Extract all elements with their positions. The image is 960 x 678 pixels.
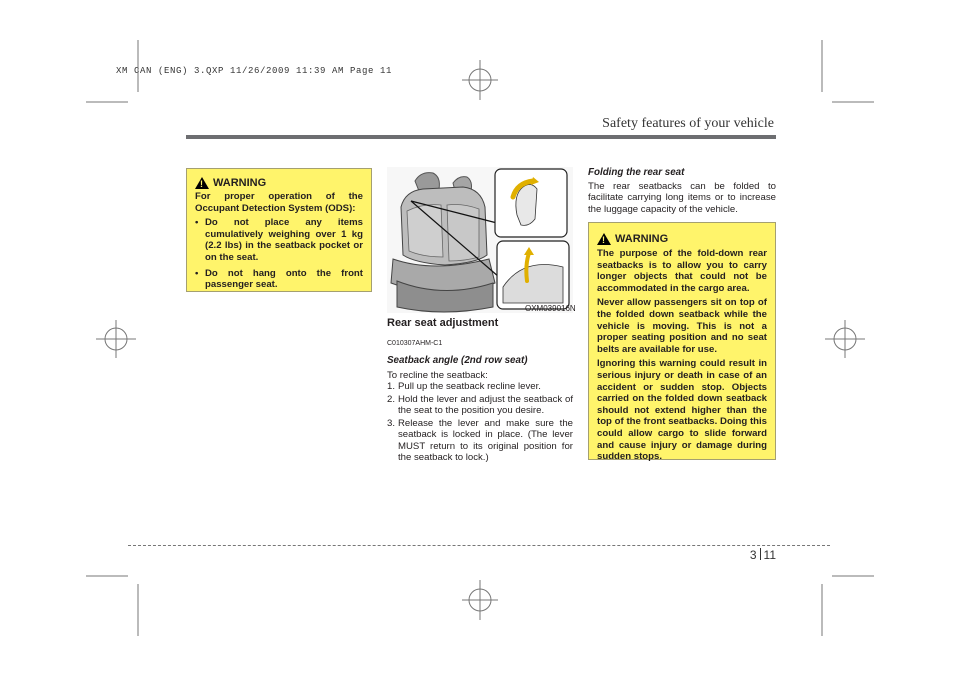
printer-slug: XM CAN (ENG) 3.QXP 11/26/2009 11:39 AM Page 11 [116, 66, 393, 76]
page-number-separator [760, 548, 761, 560]
step-item [387, 381, 573, 393]
step-text: Release the lever and make sure the seatback is locked in place. (The lever MUST return to its original position for the seatback to lock.) [398, 417, 573, 463]
step-number: 1. [387, 381, 396, 392]
section-heading: Rear seat adjustment [387, 317, 499, 329]
warning-title-text: WARNING [615, 233, 669, 245]
registration-target-top [462, 60, 498, 100]
registration-target-left [96, 320, 136, 358]
step-text: Hold the lever and adjust the seatback of the seat to the position you desire. [398, 393, 573, 416]
warning-box-fold-down [588, 222, 776, 463]
warning-title [195, 177, 363, 189]
figure-code: OXM039016N [525, 304, 576, 313]
registration-target-bottom [462, 580, 498, 620]
chapter-number: 3 [749, 548, 757, 562]
step-item [387, 418, 573, 464]
warning-title-text: WARNING [213, 177, 267, 189]
warning-triangle-icon: ! [195, 177, 209, 189]
step-number: 3. [387, 417, 396, 429]
intro-text: To recline the seatback: [387, 369, 488, 381]
footer-rule [128, 545, 830, 546]
body-text: The rear seatbacks can be folded to facilitate carrying long items or to increase the luggage capacity of the vehicle. [588, 180, 776, 215]
subheading: Folding the rear seat [588, 167, 685, 178]
section-title: Safety features of your vehicle [602, 116, 774, 131]
rear-seat-illustration [387, 167, 573, 313]
subheading: Seatback angle (2nd row seat) [387, 355, 528, 366]
warning-paragraph: Ignoring this warning could result in serious injury or death in case of an accident or sudden stop. Objects carried on the folded down seatback should not extend higher than the top of the front seatbacks. Doing this could allow cargo to slide forward and cause injury or damage during sudden stops. [597, 358, 767, 463]
step-text: Pull up the seatback recline lever. [398, 381, 541, 392]
warning-intro: For proper operation of the Occupant Detection System (ODS): [195, 191, 363, 214]
warning-bullet: • Do not place any items cumulatively weighing over 1 kg (2.2 lbs) in the seatback pocket or on the seat. [195, 217, 363, 263]
page-number [750, 548, 776, 562]
header-rule [186, 135, 776, 139]
warning-paragraph: The purpose of the fold-down rear seatbacks is to allow you to carry longer objects that could not be accommodated in the cargo area. [597, 248, 767, 294]
warning-paragraph: Never allow passengers sit on top of the folded down seatback while the vehicle is moving. This is not a proper seating position and no seat belts are available for use. [597, 297, 767, 355]
page-number-value: 11 [763, 548, 776, 562]
step-number: 2. [387, 393, 396, 405]
warning-triangle-icon: ! [597, 233, 611, 245]
folding-section [588, 167, 776, 215]
step-item [387, 394, 573, 417]
warning-bullet: • Do not hang onto the front passenger seat. [195, 268, 363, 291]
warning-title [597, 233, 767, 245]
seat-drawing [387, 167, 573, 313]
warning-box-ods [186, 168, 372, 292]
rear-seat-section [387, 318, 573, 465]
registration-target-right [825, 320, 865, 358]
doc-code: C010307AHM-C1 [387, 339, 443, 347]
